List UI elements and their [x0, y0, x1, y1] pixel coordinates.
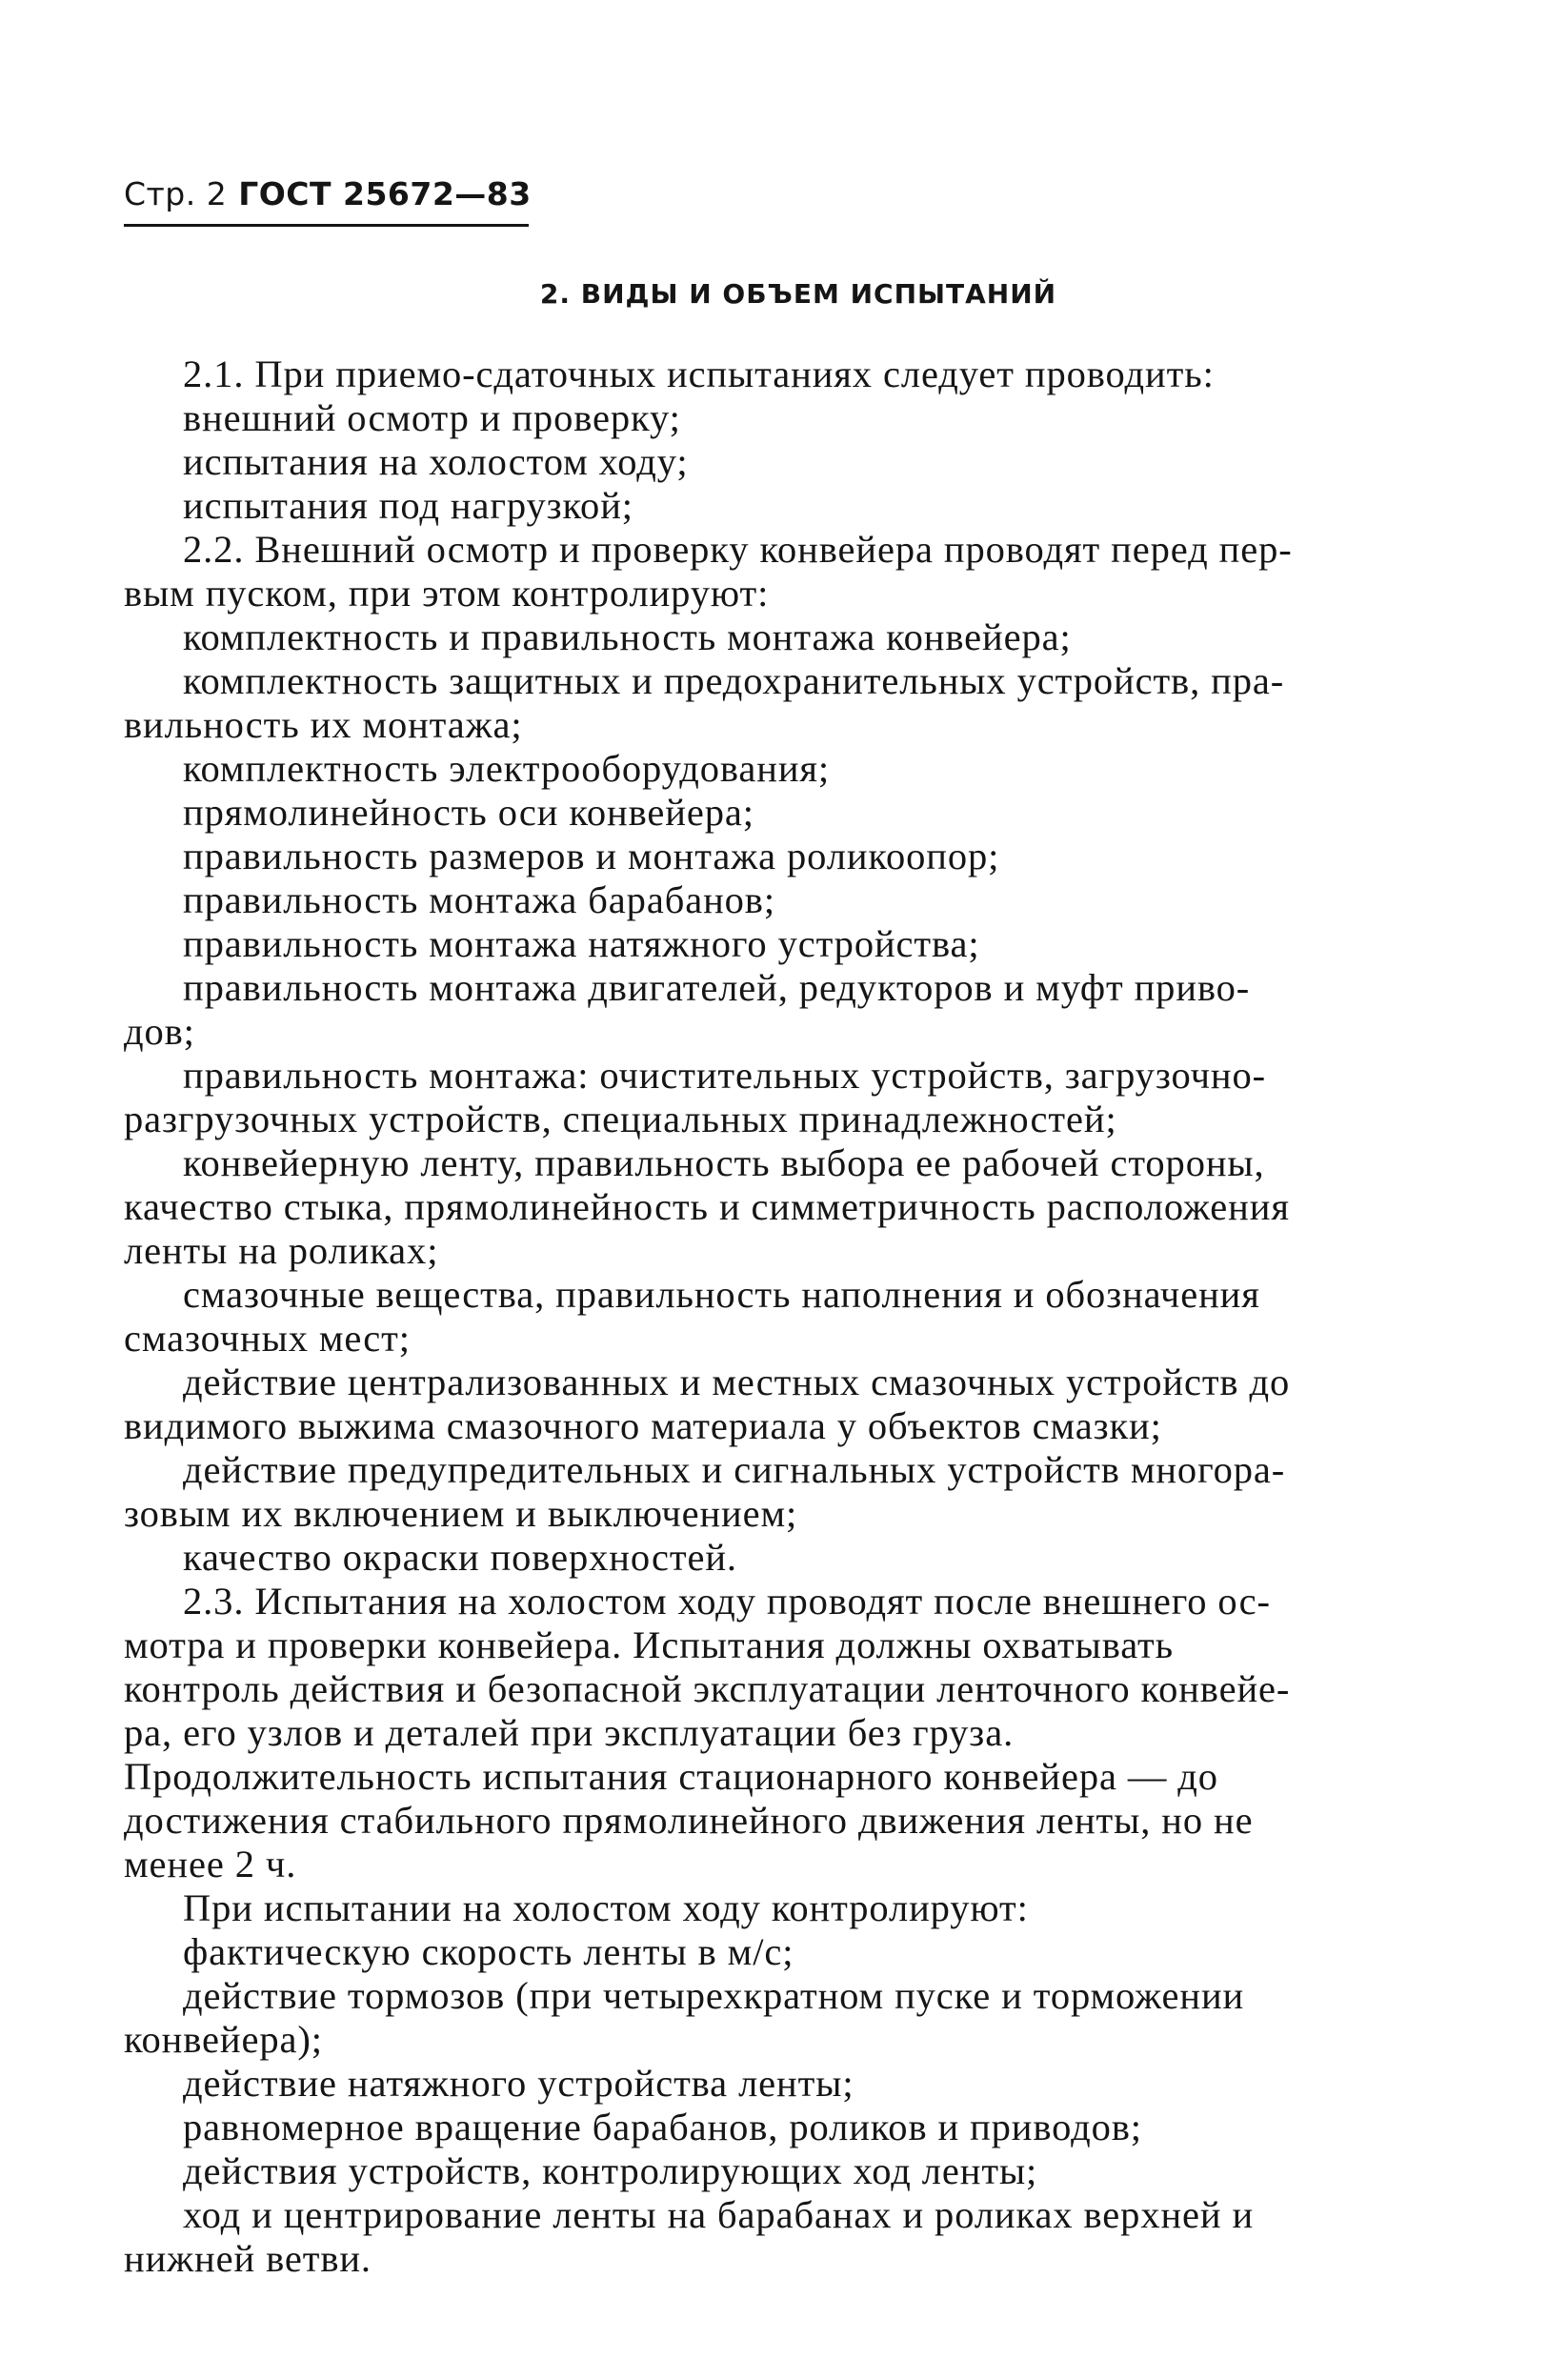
header-rule [124, 224, 529, 227]
paragraph-line: вильность их монтажа; [124, 703, 523, 746]
paragraph-line: ра, его узлов и деталей при эксплуатации без груза. [124, 1711, 1015, 1754]
paragraph-line: мотра и проверки конвейера. Испытания должны охватывать [124, 1623, 1174, 1666]
paragraph-line: Продолжительность испытания стационарного конвейера — до [124, 1755, 1218, 1798]
paragraph-line: контроль действия и безопасной эксплуатации ленточного конвейе- [124, 1667, 1291, 1710]
running-header [124, 175, 532, 212]
paragraph-line: комплектность электрооборудования; [183, 747, 831, 790]
paragraph-line: правильность размеров и монтажа роликоопор; [183, 835, 1000, 877]
paragraph-line: смазочных мест; [124, 1317, 411, 1360]
paragraph-line: комплектность защитных и предохранительных устройств, пра- [183, 659, 1285, 702]
paragraph-line: При испытании на холостом ходу контролируют: [183, 1886, 1029, 1929]
paragraph-line: правильность монтажа: очистительных устройств, загрузочно- [183, 1054, 1266, 1097]
paragraph-line: достижения стабильного прямолинейного движения ленты, но не [124, 1799, 1254, 1842]
paragraph-line: равномерное вращение барабанов, роликов и приводов; [183, 2106, 1142, 2148]
paragraph-line: ленты на роликах; [124, 1229, 439, 1272]
paragraph-line: испытания на холостом ходу; [183, 440, 689, 483]
section-title: 2. ВИДЫ И ОБЪЕМ ИСПЫТАНИЙ [539, 278, 1057, 310]
paragraph-line: нижней ветви. [124, 2237, 372, 2280]
paragraph-line: 2.2. Внешний осмотр и проверку конвейера проводят перед пер- [183, 528, 1293, 571]
paragraph-line: прямолинейность оси конвейера; [183, 791, 754, 834]
paragraph-line: качество стыка, прямолинейность и симметричность расположения [124, 1185, 1290, 1228]
paragraph-line: зовым их включением и выключением; [124, 1492, 798, 1535]
paragraph-line: конвейерную ленту, правильность выбора ее рабочей стороны, [183, 1141, 1265, 1184]
paragraph-line: действие натяжного устройства ленты; [183, 2062, 854, 2105]
standard-number: ГОСТ 25672—83 [238, 175, 532, 212]
paragraph-line: видимого выжима смазочного материала у объектов смазки; [124, 1404, 1162, 1447]
paragraph-line: внешний осмотр и проверку; [183, 396, 681, 439]
paragraph-line: качество окраски поверхностей. [183, 1536, 737, 1579]
paragraph-line: комплектность и правильность монтажа конвейера; [183, 615, 1072, 658]
paragraph-line: дов; [124, 1010, 195, 1053]
paragraph-line: менее 2 ч. [124, 1843, 297, 1885]
paragraph-line: испытания под нагрузкой; [183, 484, 633, 527]
paragraph-line: 2.1. При приемо-сдаточных испытаниях следует проводить: [183, 353, 1215, 395]
paragraph-line: действие централизованных и местных смазочных устройств до [183, 1361, 1291, 1403]
paragraph-line: действие предупредительных и сигнальных устройств многора- [183, 1448, 1286, 1491]
paragraph-line: правильность монтажа натяжного устройства; [183, 922, 980, 965]
paragraph-line: правильность монтажа двигателей, редукторов и муфт приво- [183, 966, 1251, 1009]
body-text [124, 353, 1444, 2281]
paragraph-line: вым пуском, при этом контролируют: [124, 572, 770, 615]
paragraph-line: фактическую скорость ленты в м/с; [183, 1930, 794, 1973]
paragraph-line: действия устройств, контролирующих ход ленты; [183, 2149, 1038, 2192]
paragraph-line: действие тормозов (при четырехкратном пуске и торможении [183, 1974, 1245, 2017]
paragraph-line: ход и центрирование ленты на барабанах и роликах верхней и [183, 2193, 1255, 2236]
paragraph-line: разгрузочных устройств, специальных принадлежностей; [124, 1098, 1117, 1140]
page-label: Стр. 2 [124, 175, 228, 212]
paragraph-line: смазочные вещества, правильность наполнения и обозначения [183, 1273, 1260, 1316]
paragraph-line: 2.3. Испытания на холостом ходу проводят после внешнего ос- [183, 1580, 1271, 1623]
paragraph-line: правильность монтажа барабанов; [183, 878, 775, 921]
paragraph-line: конвейера); [124, 2018, 323, 2061]
